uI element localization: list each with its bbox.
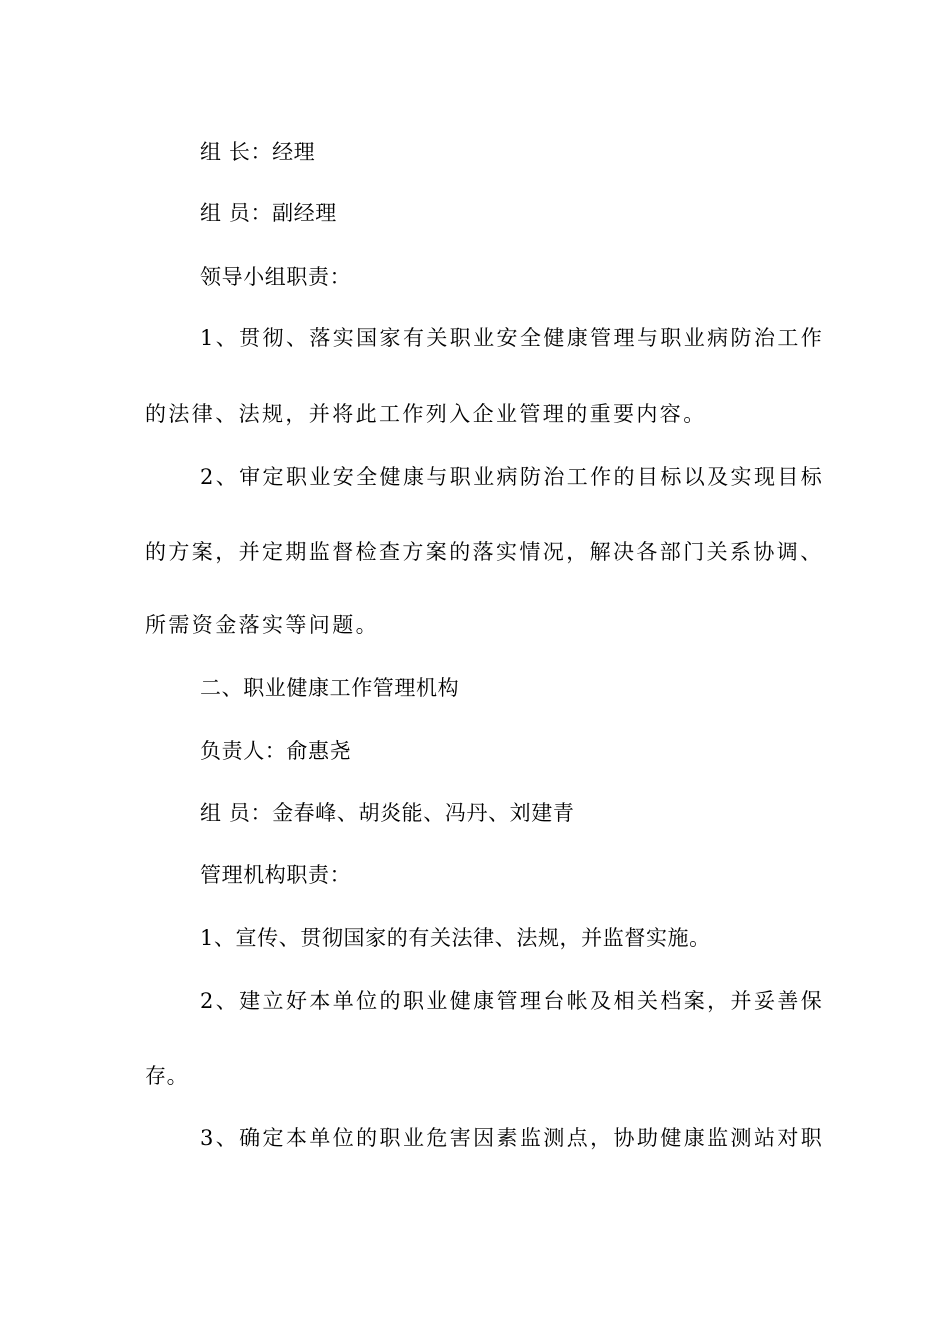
paragraph-line: 2、审定职业安全健康与职业病防治工作的目标以及实现目标 <box>200 465 825 489</box>
members-line: 组 员：金春峰、胡炎能、冯丹、刘建青 <box>200 801 575 825</box>
paragraph-line: 2、建立好本单位的职业健康管理台帐及相关档案，并妥善保 <box>200 989 825 1013</box>
paragraph-line: 1、贯彻、落实国家有关职业安全健康管理与职业病防治工作 <box>200 326 825 350</box>
paragraph-line: 的方案，并定期监督检查方案的落实情况，解决各部门关系协调、 <box>145 540 824 564</box>
member-line: 组 员：副经理 <box>200 201 337 225</box>
section-heading-management-duties: 管理机构职责： <box>200 863 352 887</box>
section-heading-leadership-duties: 领导小组职责： <box>200 265 352 289</box>
section-heading-management-org: 二、职业健康工作管理机构 <box>200 676 460 700</box>
paragraph-line: 所需资金落实等问题。 <box>145 613 379 637</box>
leader-line: 组 长：经理 <box>200 140 316 164</box>
person-in-charge-line: 负责人：俞惠尧 <box>200 739 352 763</box>
paragraph-line: 存。 <box>145 1064 189 1088</box>
paragraph-line: 1、宣传、贯彻国家的有关法律、法规，并监督实施。 <box>200 926 711 950</box>
paragraph-line: 3、确定本单位的职业危害因素监测点，协助健康监测站对职 <box>200 1126 825 1150</box>
paragraph-line: 的法律、法规，并将此工作列入企业管理的重要内容。 <box>145 402 707 426</box>
